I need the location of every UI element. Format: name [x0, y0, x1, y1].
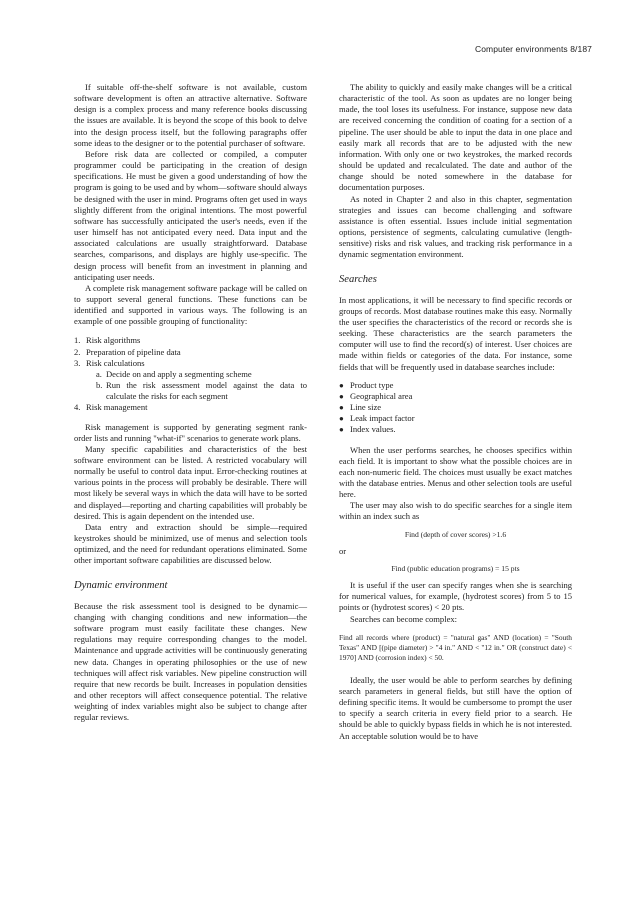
paragraph: Because the risk assessment tool is designed to be dynamic—changing with changing conditions and new information—the software program must easily facilitate these changes. New regulations may require corresponding changes to the model. Maintenance and upgrade activities will be continuously generating new data. Changes in operating philosophies or the use of new techniques will affect risk variables. New pipeline construction will require that new records be built. Increases in population densities and other receptors will affect consequence potential. The relative weighting of index variables might also be subject to change after regular reviews. [74, 600, 307, 723]
list-item: ● Geographical area [339, 390, 413, 401]
running-header: Computer environments 8/187 [474, 44, 592, 54]
list-item: ● Product type [339, 379, 394, 390]
list-item: 1. Risk algorithms [74, 335, 141, 346]
paragraph: Ideally, the user would be able to perform searches by defining search parameters in general fields, but still have the option of defining specific items. It would be cumbersome to prompt the user to specify a search criteria in every field prior to a search. He should be able to quickly bypass fields in which he is not interested. An acceptable solution would be to have [339, 674, 572, 741]
complex-query: Find all records where (product) = "natural gas" AND (location) = "South Texas" AND [(pipe diameter) > "4 in." AND < "12 in." OR (construct date) < 1970] AND (corrosion index) < 50. [339, 632, 572, 662]
paragraph: The ability to quickly and easily make changes will be a critical characteristic of the tool. As soon as updates are no longer being made, the tool loses its usefulness. For instance, suppose new data are received concerning the condition of coating for a section of a pipeline. The user should be able to input the data in one place and easily mark all records that are to be adjusted with the new information. With only one or two keystrokes, the marked records should be updated and recalculated. The date and author of the change should be noted somewhere in the database for documentation purposes. [339, 82, 572, 193]
paragraph: A complete risk management software package will be called on to support several general functions. These functions can be identified and supported in various ways. The following is an example of one possible grouping of functionality: [74, 282, 307, 327]
paragraph: If suitable off-the-shelf software is not available, custom software development is often an attractive alternative. Software design is a complex process and many reference books discussing the issues are available. It is beyond the scope of this book to delve into the design process itself, but the following paragraphs offer some ideas to the designer or to the potential purchaser of software. [74, 82, 307, 148]
search-example: Find (depth of cover scores) >1.6 [404, 529, 507, 539]
paragraph: It is useful if the user can specify ranges when she is searching for numerical values, for example, (hydrotest scores) from 5 to 15 points or (hydrotest scores) < 20 pts. [339, 580, 572, 613]
sub-list [86, 369, 307, 402]
left-column [74, 82, 307, 723]
list-item: ● Line size [339, 402, 382, 413]
list-item: ● Leak impact factor [339, 413, 415, 424]
paragraph: As noted in Chapter 2 and also in this chapter, segmentation strategies and issues can become challenging and software assistance is often essential. Issues include initial segmentation options, persistence of segments, calculating cumulative (length-sensitive) risks and risk values, and tracking risk performance in a dynamic segmentation environment. [339, 193, 572, 260]
list-item: 3. Risk calculations a. Decide on and apply a segmenting scheme b. Run the risk assessment model against the data to calculate the risks for each segment [74, 357, 307, 402]
paragraph: When the user performs searches, he chooses specifics within each field. It is important to show what the possible choices are in each non-numeric field. The choices must usually be exact matches with the database entries. Menus and other selection tools are useful here. [339, 444, 572, 500]
paragraph: Searches can become complex: [350, 613, 458, 624]
paragraph: In most applications, it will be necessary to find specific records or groups of records. Most database routines make this easy. Normally the user specifies the characteristics of the record or records she is seeking. These characteristics are the search parameters the computer will use to find the record(s) of interest. User choices are made within fields or categories of the data. For instance, some fields that will be frequently used in database searches include: [339, 294, 572, 372]
paragraph: Data entry and extraction should be simple—required keystrokes should be minimized, use of menus and selection tools optimized, and the need for redundant operations eliminated. Some other important software capabilities are discussed below. [74, 521, 307, 566]
or-label: or [339, 545, 347, 556]
paragraph: The user may also wish to do specific searches for a single item within an index such as [339, 500, 572, 522]
list-item: ● Index values. [339, 424, 396, 435]
list-item: a. Decide on and apply a segmenting scheme [96, 368, 252, 379]
functionality-list [74, 335, 307, 413]
paragraph: Risk management is supported by generating segment rank-order lists and running "what-if" scenarios to generate work plans. [74, 421, 307, 443]
search-example: Find (public education programs) = 15 pts [391, 563, 520, 573]
section-heading: Searches [339, 273, 377, 285]
list-item: 4. Risk management [74, 402, 148, 413]
list-item: b. Run the risk assessment model against the data to calculate the risks for each segment [96, 380, 307, 402]
right-column [339, 82, 572, 742]
section-heading: Dynamic environment [74, 579, 168, 591]
paragraph: Before risk data are collected or compiled, a computer programmer could be participating in the creation of design specifications. He must be given a good understanding of how the program is going to be used and by whom—software should always be designed with the user in mind. Programs often get used in ways slightly different from the original intentions. The most powerful software has successfully anticipated the user's needs, even if the user himself has not anticipated every need. Data input and the associated calculations are usually straightforward. Database searches, comparisons, and displays are highly use-specific. The design process will benefit from an investment in planning and anticipating user needs. [74, 148, 307, 282]
search-fields-list [339, 380, 572, 436]
paragraph: Many specific capabilities and characteristics of the best software environment can be listed. A restricted vocabulary will normally be useful to control data input. Error-checking routines at various points in the process will probably be desirable. There will most likely be several ways in which the data will have to be sorted and displayed—reporting and charting capabilities will probably be desired. This is again dependent on the intended use. [74, 443, 307, 521]
list-item: 2. Preparation of pipeline data [74, 346, 181, 357]
